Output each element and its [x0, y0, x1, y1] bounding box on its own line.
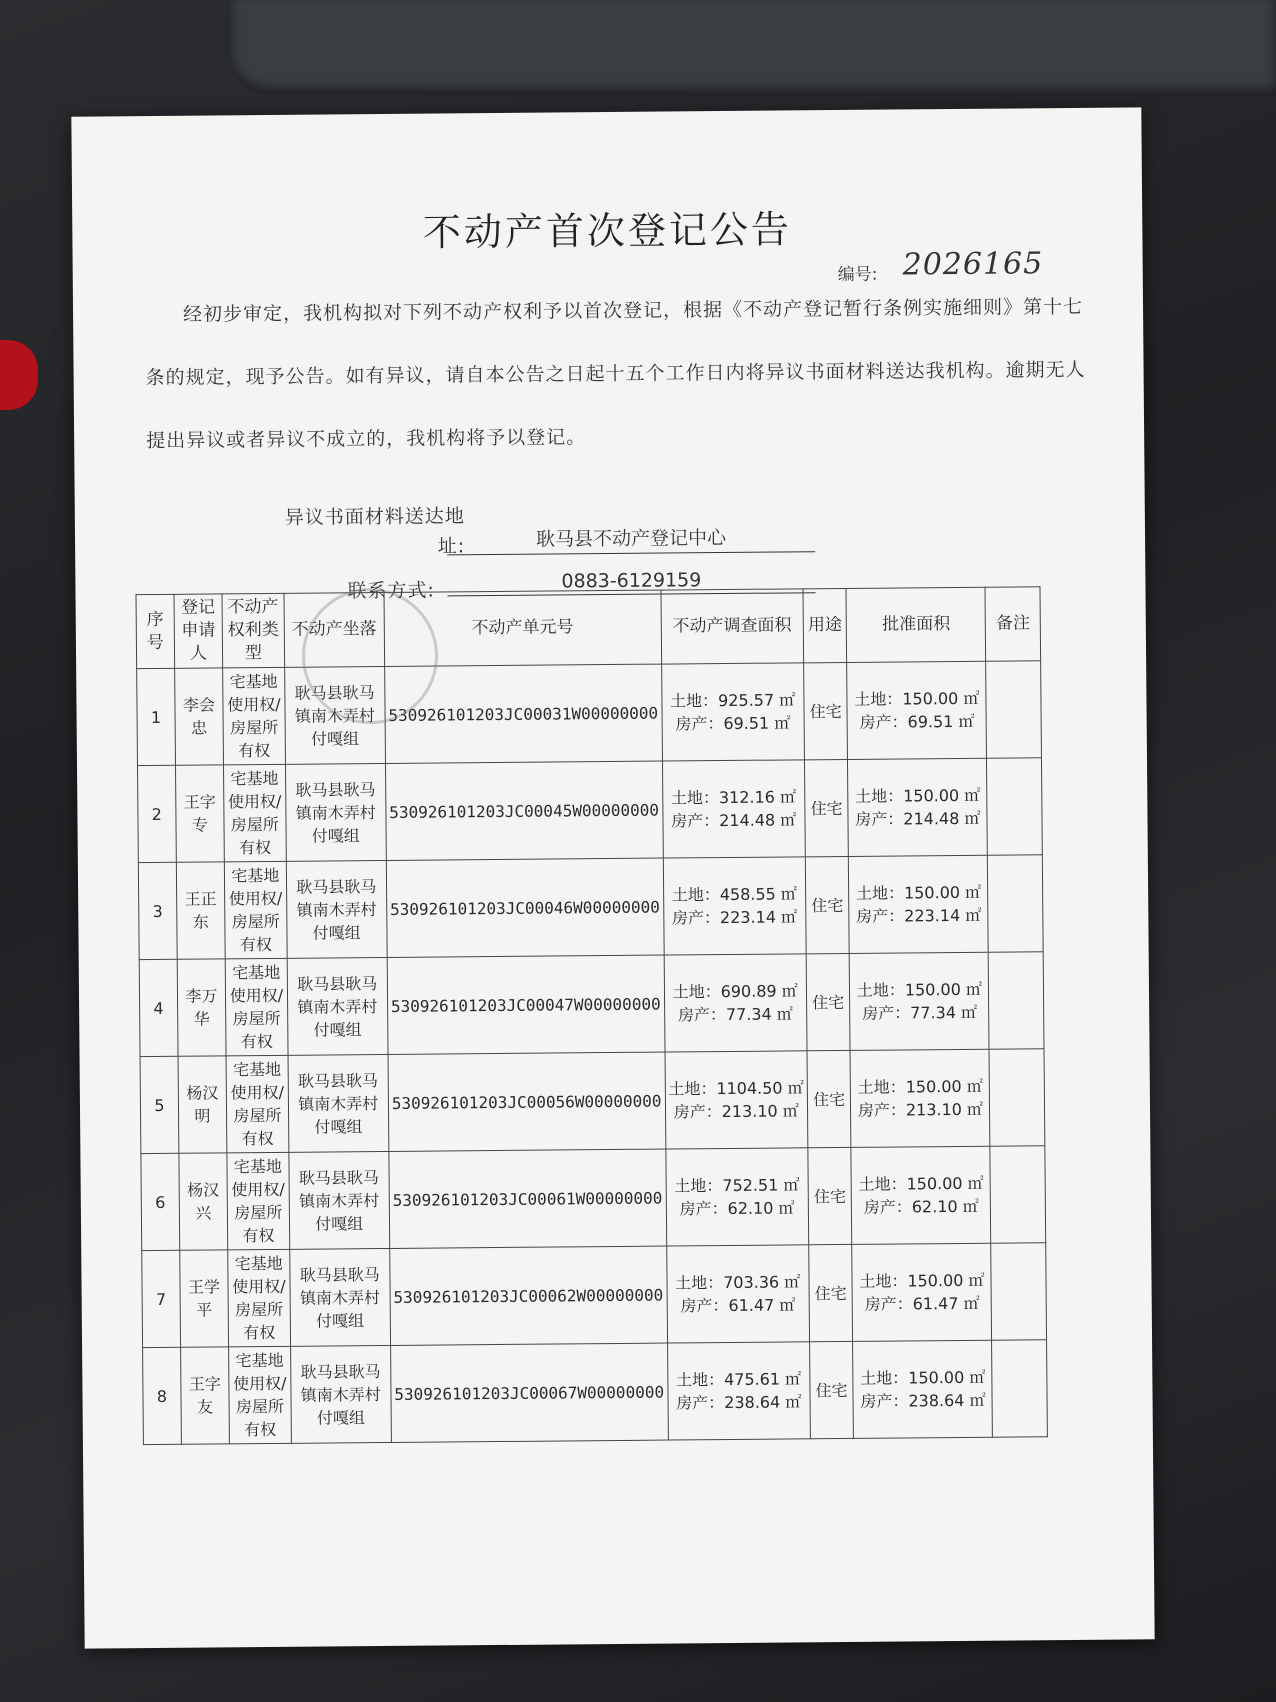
row-approved-area: [848, 758, 988, 856]
row-right-type: 宅基地使用权/房屋所有权: [224, 861, 286, 959]
contact-value: 0883-6129159: [447, 568, 815, 596]
table-header-row: [136, 587, 1041, 669]
row-survey-area: [667, 1342, 810, 1440]
header-survey-area: 不动产调查面积: [661, 589, 804, 664]
row-survey-area: [663, 857, 806, 955]
survey-house-area: 房产：62.10 ㎡: [679, 1198, 795, 1219]
row-remark: [988, 855, 1043, 952]
row-approved-area: [850, 952, 990, 1050]
table-row: [137, 661, 1042, 766]
header-right-type: 不动产权利类型: [222, 593, 284, 668]
row-use: 住宅: [804, 759, 848, 856]
approved-land-area: 土地：150.00 ㎡: [855, 882, 982, 903]
notice-title: 不动产首次登记公告: [422, 207, 793, 255]
survey-house-area: 房产：61.47 ㎡: [680, 1295, 796, 1316]
row-right-type: 宅基地使用权/房屋所有权: [223, 667, 285, 765]
row-serial: 1: [137, 668, 176, 765]
row-use: 住宅: [809, 1341, 853, 1438]
row-survey-area: [666, 1245, 809, 1343]
approved-land-area: 土地：150.00 ㎡: [857, 1076, 983, 1097]
header-approved-area: 批准面积: [846, 587, 986, 662]
header-remark: 备注: [985, 587, 1040, 661]
approved-land-area: 土地：150.00 ㎡: [856, 979, 983, 1000]
row-applicant: 王正东: [176, 862, 225, 959]
row-remark: [990, 1146, 1045, 1243]
row-applicant: 李会忠: [174, 668, 223, 765]
row-location: 耿马县耿马镇南木弄村付嘎组: [288, 1054, 389, 1152]
red-object-background: [0, 340, 38, 410]
survey-land-area: 土地：1104.50 ㎡: [668, 1078, 804, 1099]
header-location: 不动产坐落: [284, 592, 385, 667]
survey-land-area: 土地：752.51 ㎡: [674, 1175, 800, 1196]
approved-house-area: 房产：62.10 ㎡: [863, 1196, 979, 1217]
row-location: 耿马县耿马镇南木弄村付嘎组: [290, 1345, 391, 1443]
row-remark: [987, 758, 1042, 855]
row-approved-area: [853, 1340, 993, 1438]
row-serial: 4: [139, 959, 178, 1056]
row-applicant: 王学平: [180, 1250, 229, 1347]
table-row: [141, 1146, 1046, 1251]
row-remark: [992, 1340, 1047, 1437]
row-location: 耿马县耿马镇南木弄村付嘎组: [284, 666, 385, 764]
approved-house-area: 房产：213.10 ㎡: [857, 1099, 984, 1120]
row-right-type: 宅基地使用权/房屋所有权: [224, 764, 286, 862]
approved-land-area: 土地：150.00 ㎡: [854, 688, 980, 709]
row-right-type: 宅基地使用权/房屋所有权: [229, 1346, 291, 1444]
approved-land-area: 土地：150.00 ㎡: [860, 1367, 986, 1388]
row-use: 住宅: [805, 856, 849, 953]
approved-land-area: 土地：150.00 ㎡: [855, 785, 981, 806]
row-survey-area: [664, 954, 807, 1052]
survey-land-area: 土地：312.16 ㎡: [670, 787, 797, 808]
row-applicant: 王字友: [180, 1347, 229, 1444]
approved-house-area: 房产：238.64 ㎡: [860, 1390, 986, 1411]
row-serial: 8: [143, 1347, 182, 1444]
row-use: 住宅: [809, 1244, 853, 1341]
survey-land-area: 土地：925.57 ㎡: [670, 690, 796, 711]
row-remark: [989, 1049, 1044, 1146]
approved-house-area: 房产：69.51 ㎡: [859, 711, 975, 732]
row-unit-number: 530926101203JC00061W00000000: [389, 1149, 667, 1248]
row-location: 耿马县耿马镇南木弄村付嘎组: [289, 1151, 390, 1249]
row-right-type: 宅基地使用权/房屋所有权: [225, 958, 287, 1056]
laptop-edge-background: [230, 0, 1276, 95]
survey-land-area: 土地：458.55 ㎡: [671, 884, 797, 905]
row-serial: 7: [142, 1250, 181, 1347]
survey-land-area: 土地：690.89 ㎡: [672, 981, 798, 1002]
row-serial: 5: [140, 1056, 179, 1153]
row-approved-area: [851, 1146, 991, 1244]
table-row: [143, 1340, 1048, 1445]
survey-land-area: 土地：703.36 ㎡: [675, 1272, 801, 1293]
row-use: 住宅: [803, 662, 847, 759]
header-serial: 序号: [136, 594, 174, 668]
row-right-type: 宅基地使用权/房屋所有权: [227, 1152, 289, 1250]
row-unit-number: 530926101203JC00067W00000000: [390, 1343, 668, 1442]
table-row: [140, 1049, 1045, 1154]
survey-house-area: 房产：238.64 ㎡: [676, 1392, 802, 1413]
row-right-type: 宅基地使用权/房屋所有权: [226, 1055, 288, 1153]
row-unit-number: 530926101203JC00031W00000000: [384, 664, 662, 763]
registration-table: [136, 586, 1048, 1445]
row-remark: [986, 661, 1041, 758]
approved-house-area: 房产：214.48 ㎡: [855, 808, 981, 829]
notice-intro-paragraph: 经初步审定，我机构拟对下列不动产权利予以首次登记，根据《不动产登记暂行条例实施细则》第十七条的规定，现予公告。如有异议，请自本公告之日起十五个工作日内将异议书面材料送达我机构。逾期无人提出异议或者异议不成立的，我机构将予以登记。: [145, 295, 1086, 453]
survey-house-area: 房产：213.10 ㎡: [673, 1101, 799, 1122]
table-row: [139, 952, 1044, 1057]
row-location: 耿马县耿马镇南木弄村付嘎组: [287, 957, 388, 1055]
row-applicant: 杨汉明: [178, 1056, 227, 1153]
header-unit-number: 不动产单元号: [384, 590, 661, 666]
row-use: 住宅: [808, 1147, 852, 1244]
approved-house-area: 房产：223.14 ㎡: [856, 905, 982, 926]
row-remark: [989, 952, 1044, 1049]
row-unit-number: 530926101203JC00045W00000000: [385, 761, 663, 860]
row-remark: [991, 1243, 1046, 1340]
row-applicant: 李万华: [177, 959, 226, 1056]
table-row: [138, 758, 1043, 863]
approved-land-area: 土地：150.00 ㎡: [859, 1270, 985, 1291]
row-survey-area: [665, 1148, 808, 1246]
row-approved-area: [847, 661, 987, 759]
row-survey-area: [661, 663, 804, 761]
row-approved-area: [850, 1049, 990, 1147]
approved-house-area: 房产：61.47 ㎡: [864, 1293, 980, 1314]
row-serial: 6: [141, 1153, 180, 1250]
row-location: 耿马县耿马镇南木弄村付嘎组: [286, 860, 387, 958]
objection-address-label: 异议书面材料送达地址:: [284, 505, 466, 558]
serial-number-handwritten: 2026165: [902, 246, 1044, 283]
serial-label: 编号:: [837, 264, 878, 286]
survey-house-area: 房产：214.48 ㎡: [671, 810, 797, 831]
header-use: 用途: [803, 588, 847, 662]
objection-address-value: 耿马县不动产登记中心: [447, 522, 815, 555]
row-location: 耿马县耿马镇南木弄村付嘎组: [289, 1248, 390, 1346]
table-row: [142, 1243, 1047, 1348]
row-unit-number: 530926101203JC00056W00000000: [388, 1052, 666, 1151]
survey-house-area: 房产：69.51 ㎡: [675, 713, 791, 734]
row-applicant: 王字专: [175, 765, 224, 862]
row-unit-number: 530926101203JC00062W00000000: [390, 1246, 668, 1345]
row-unit-number: 530926101203JC00046W00000000: [386, 858, 664, 957]
official-seal-stamp: [301, 588, 438, 725]
row-approved-area: [852, 1243, 992, 1341]
row-use: 住宅: [807, 1050, 851, 1147]
approved-land-area: 土地：150.00 ㎡: [858, 1173, 984, 1194]
survey-land-area: 土地：475.61 ㎡: [675, 1369, 802, 1390]
table-row: [138, 855, 1043, 960]
survey-house-area: 房产：223.14 ㎡: [671, 907, 798, 928]
row-unit-number: 530926101203JC00047W00000000: [387, 955, 665, 1054]
row-approved-area: [849, 855, 989, 953]
row-right-type: 宅基地使用权/房屋所有权: [228, 1249, 290, 1347]
contact-label: 联系方式:: [347, 579, 435, 603]
row-serial: 3: [138, 862, 177, 959]
row-applicant: 杨汉兴: [179, 1153, 228, 1250]
header-applicant: 登记申请人: [174, 594, 223, 668]
approved-house-area: 房产：77.34 ㎡: [862, 1002, 978, 1023]
row-location: 耿马县耿马镇南木弄村付嘎组: [285, 763, 386, 861]
row-serial: 2: [138, 765, 177, 862]
row-use: 住宅: [806, 953, 850, 1050]
notice-paper: [71, 107, 1154, 1648]
row-survey-area: [662, 760, 805, 858]
survey-house-area: 房产：77.34 ㎡: [677, 1004, 793, 1025]
row-survey-area: [665, 1051, 808, 1149]
